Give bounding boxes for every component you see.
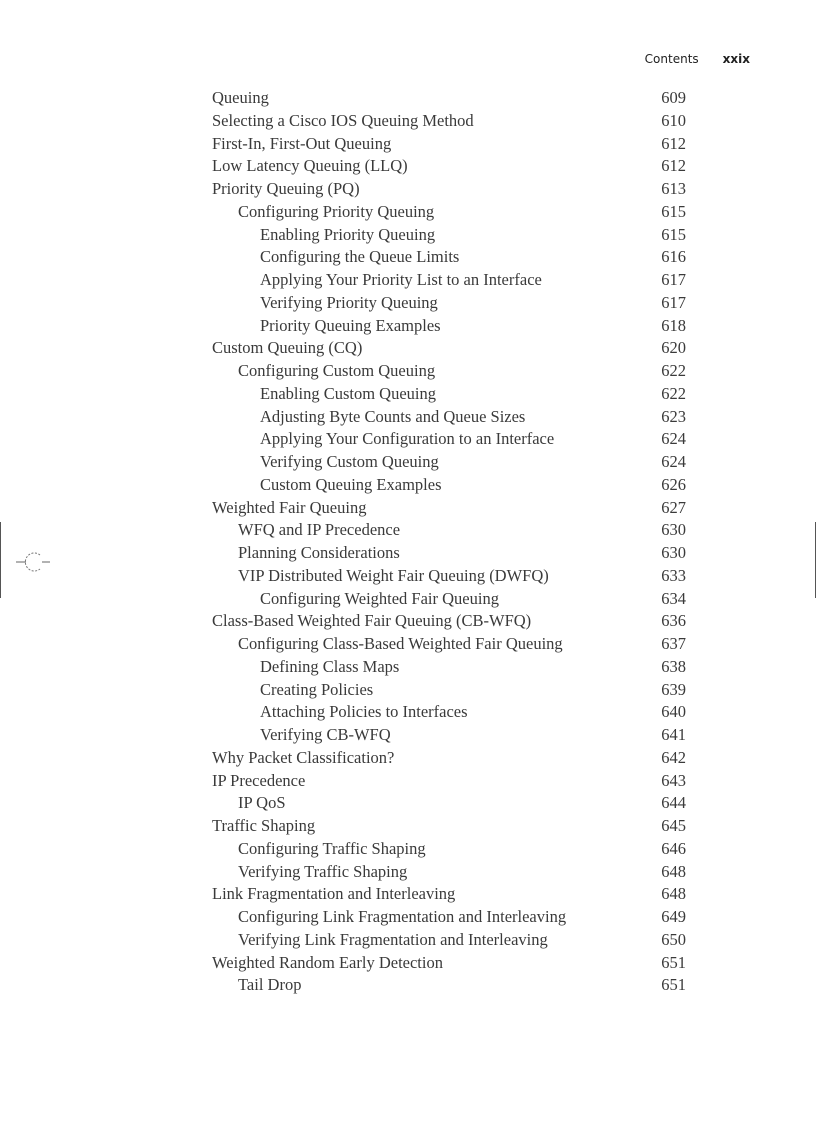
toc-entry-page: 615	[661, 201, 686, 221]
toc-entry	[212, 588, 686, 611]
toc-entry-page: 639	[661, 679, 686, 699]
toc-entry-title: Defining Class Maps	[260, 656, 400, 676]
toc-entry-page: 613	[661, 179, 686, 198]
toc-entry-title: Weighted Fair Queuing	[212, 497, 367, 517]
toc-entry-title: Applying Your Priority List to an Interface	[260, 270, 542, 289]
toc-entry-page: 633	[661, 565, 686, 585]
toc-entry	[212, 451, 686, 474]
toc-entry-title: Planning Considerations	[238, 543, 400, 562]
toc-entry	[212, 155, 686, 178]
toc-entry-page: 627	[661, 497, 686, 517]
toc-entry-title: Class-Based Weighted Fair Queuing (CB-WFQ)	[212, 611, 532, 631]
toc-entry-title: Adjusting Byte Counts and Queue Sizes	[260, 406, 526, 426]
toc-entry-title: Custom Queuing Examples	[260, 474, 442, 494]
toc-entry-page: 638	[661, 656, 686, 676]
running-head	[645, 52, 750, 66]
toc-entry-page: 637	[661, 634, 686, 653]
toc-entry-page: 641	[661, 725, 686, 744]
toc-entry-title: Verifying Custom Queuing	[260, 452, 439, 471]
toc-entry-title: Verifying CB-WFQ	[260, 725, 391, 744]
toc-entry-title: Verifying Traffic Shaping	[238, 861, 408, 881]
toc-entry-title: Why Packet Classification?	[212, 747, 395, 767]
toc-entry-page: 643	[661, 770, 686, 790]
toc-entry-page: 636	[661, 611, 686, 631]
toc-entry-title: Custom Queuing (CQ)	[212, 338, 363, 358]
toc-entry-title: Link Fragmentation and Interleaving	[212, 884, 456, 904]
toc-entry	[212, 315, 686, 338]
toc-entry-page: 616	[661, 247, 686, 267]
toc-entry-page: 648	[661, 884, 686, 904]
toc-entry-title: Enabling Priority Queuing	[260, 224, 436, 244]
toc-entry-title: Configuring Class-Based Weighted Fair Queuing	[238, 634, 563, 653]
toc-entry	[212, 519, 686, 542]
toc-entry-title: Configuring Traffic Shaping	[238, 838, 426, 858]
toc-entry-page: 650	[661, 929, 686, 949]
toc-entry-title: Queuing	[212, 88, 269, 107]
toc-entry-title: WFQ and IP Precedence	[238, 520, 401, 540]
toc-entry-title: Creating Policies	[260, 679, 374, 699]
toc-entry-title: Tail Drop	[238, 975, 302, 995]
toc-entry	[212, 952, 686, 975]
toc-entry	[212, 656, 686, 679]
toc-entry-title: Verifying Link Fragmentation and Interleaving	[238, 929, 548, 949]
table-of-contents	[212, 87, 686, 997]
toc-entry	[212, 360, 686, 383]
toc-entry	[212, 497, 686, 520]
toc-entry-page: 623	[661, 406, 686, 426]
toc-entry-title: Low Latency Queuing (LLQ)	[212, 156, 408, 176]
toc-entry	[212, 883, 686, 906]
toc-entry	[212, 929, 686, 952]
crop-mark-left	[0, 522, 1, 598]
toc-entry-title: Applying Your Configuration to an Interface	[260, 429, 555, 449]
toc-entry-page: 634	[661, 588, 686, 608]
toc-entry-page: 630	[661, 543, 686, 562]
toc-entry-page: 646	[661, 838, 686, 858]
toc-entry	[212, 428, 686, 451]
toc-entry-title: Priority Queuing Examples	[260, 315, 441, 335]
toc-entry-page: 622	[661, 383, 686, 403]
toc-entry	[212, 861, 686, 884]
toc-entry	[212, 770, 686, 793]
toc-entry-page: 620	[661, 338, 686, 358]
toc-entry	[212, 792, 686, 815]
toc-entry-page: 609	[661, 88, 686, 107]
toc-entry	[212, 906, 686, 929]
toc-entry-page: 649	[661, 907, 686, 926]
toc-entry-page: 624	[661, 452, 686, 471]
toc-entry	[212, 815, 686, 838]
toc-entry-page: 624	[661, 429, 686, 449]
toc-entry	[212, 633, 686, 656]
toc-entry	[212, 110, 686, 133]
toc-entry-page: 615	[661, 224, 686, 244]
toc-entry	[212, 87, 686, 110]
toc-entry-page: 651	[661, 975, 686, 995]
toc-entry-page: 610	[661, 110, 686, 130]
toc-entry	[212, 406, 686, 429]
toc-entry	[212, 269, 686, 292]
toc-entry-page: 617	[661, 270, 686, 289]
toc-entry-title: Configuring Custom Queuing	[238, 361, 436, 380]
toc-entry-page: 644	[661, 793, 686, 813]
toc-entry-title: Configuring Weighted Fair Queuing	[260, 588, 499, 608]
toc-entry-title: Configuring Priority Queuing	[238, 201, 435, 221]
toc-entry	[212, 337, 686, 360]
toc-entry-title: Weighted Random Early Detection	[212, 952, 443, 972]
toc-entry-page: 626	[661, 474, 686, 494]
page-number: xxix	[722, 52, 750, 66]
toc-entry	[212, 747, 686, 770]
toc-entry-title: Enabling Custom Queuing	[260, 383, 436, 403]
toc-entry	[212, 133, 686, 156]
toc-entry-title: IP Precedence	[212, 770, 306, 790]
toc-entry	[212, 224, 686, 247]
toc-entry-title: Attaching Policies to Interfaces	[260, 702, 468, 722]
toc-entry-page: 640	[661, 702, 686, 722]
toc-entry	[212, 178, 686, 201]
toc-entry-title: IP QoS	[238, 793, 286, 813]
toc-entry-page: 642	[661, 747, 686, 767]
toc-entry	[212, 974, 686, 997]
toc-entry-title: Traffic Shaping	[212, 816, 316, 835]
toc-entry	[212, 542, 686, 565]
toc-entry	[212, 610, 686, 633]
toc-entry	[212, 201, 686, 224]
toc-entry-page: 612	[661, 156, 686, 176]
toc-entry	[212, 246, 686, 269]
toc-entry-page: 651	[661, 952, 686, 972]
toc-entry	[212, 474, 686, 497]
toc-entry	[212, 701, 686, 724]
toc-entry-page: 617	[661, 292, 686, 312]
toc-entry	[212, 724, 686, 747]
toc-entry-page: 622	[661, 361, 686, 380]
toc-entry-page: 618	[661, 315, 686, 335]
toc-entry-title: First-In, First-Out Queuing	[212, 133, 392, 153]
registration-mark-icon	[14, 550, 52, 574]
toc-entry	[212, 292, 686, 315]
toc-entry	[212, 565, 686, 588]
toc-entry-title: Selecting a Cisco IOS Queuing Method	[212, 110, 474, 130]
toc-entry-title: Verifying Priority Queuing	[260, 292, 438, 312]
running-head-section: Contents	[644, 52, 699, 66]
toc-entry-title: Configuring the Queue Limits	[260, 247, 460, 267]
toc-entry-page: 645	[661, 816, 686, 835]
toc-entry-page: 630	[661, 520, 686, 540]
toc-entry	[212, 838, 686, 861]
toc-entry-page: 612	[661, 133, 686, 153]
toc-entry-page: 648	[661, 861, 686, 881]
toc-entry-title: VIP Distributed Weight Fair Queuing (DWFQ)	[238, 565, 549, 585]
toc-entry-title: Priority Queuing (PQ)	[212, 179, 360, 198]
toc-entry	[212, 383, 686, 406]
toc-entry	[212, 679, 686, 702]
toc-entry-title: Configuring Link Fragmentation and Interleaving	[238, 907, 567, 926]
